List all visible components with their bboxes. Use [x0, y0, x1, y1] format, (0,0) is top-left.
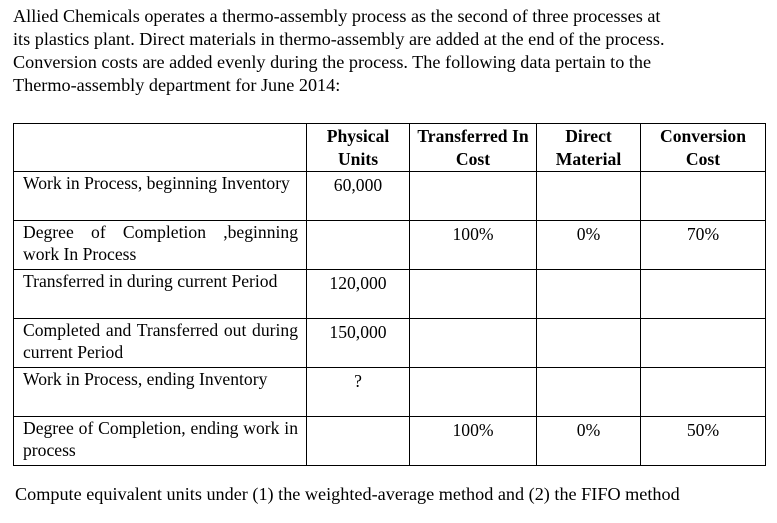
- table-row: [14, 368, 766, 417]
- row-label: Degree of Completion, ending work in process: [14, 417, 307, 466]
- header-conversion-cost: Conversion Cost: [641, 124, 766, 172]
- header-transferred-in-cost: Transferred In Cost: [410, 124, 537, 172]
- cell-direct-material: [537, 368, 641, 417]
- cell-direct-material: 0%: [537, 221, 641, 270]
- cell-conversion-cost: [641, 172, 766, 221]
- table-row: [14, 319, 766, 368]
- cell-transferred-in-cost: 100%: [410, 221, 537, 270]
- row-label: Work in Process, beginning Inventory: [14, 172, 307, 221]
- cell-physical-units: 120,000: [307, 270, 410, 319]
- header-direct-material: Direct Material: [537, 124, 641, 172]
- cell-conversion-cost: 50%: [641, 417, 766, 466]
- problem-statement-line: its plastics plant. Direct materials in thermo-assembly are added at the end of the process.: [13, 29, 665, 49]
- cell-physical-units: [307, 417, 410, 466]
- cell-conversion-cost: [641, 368, 766, 417]
- table-row: [14, 270, 766, 319]
- row-label: Completed and Transferred out during current Period: [14, 319, 307, 368]
- cell-conversion-cost: [641, 270, 766, 319]
- row-label: Work in Process, ending Inventory: [14, 368, 307, 417]
- cell-conversion-cost: [641, 319, 766, 368]
- problem-statement: [13, 5, 763, 97]
- cell-physical-units: ?: [307, 368, 410, 417]
- row-label: Degree of Completion ,beginning work In Process: [14, 221, 307, 270]
- cell-physical-units: 150,000: [307, 319, 410, 368]
- header-physical-units: Physical Units: [307, 124, 410, 172]
- cell-transferred-in-cost: [410, 172, 537, 221]
- problem-statement-line: Conversion costs are added evenly during the process. The following data pertain to the: [13, 52, 652, 72]
- cell-transferred-in-cost: [410, 270, 537, 319]
- problem-statement-line: Thermo-assembly department for June 2014:: [13, 75, 341, 95]
- cell-physical-units: 60,000: [307, 172, 410, 221]
- table-row: [14, 172, 766, 221]
- cell-conversion-cost: 70%: [641, 221, 766, 270]
- problem-statement-line: Allied Chemicals operates a thermo-assembly process as the second of three processes at: [13, 6, 661, 26]
- cell-direct-material: [537, 270, 641, 319]
- cell-direct-material: [537, 319, 641, 368]
- table-row: [14, 221, 766, 270]
- question-text: Compute equivalent units under (1) the weighted-average method and (2) the FIFO method: [15, 484, 680, 504]
- cell-transferred-in-cost: [410, 368, 537, 417]
- row-label: Transferred in during current Period: [14, 270, 307, 319]
- process-data-table: [13, 123, 766, 466]
- cell-transferred-in-cost: 100%: [410, 417, 537, 466]
- cell-transferred-in-cost: [410, 319, 537, 368]
- header-label-column: [14, 124, 307, 172]
- cell-direct-material: 0%: [537, 417, 641, 466]
- cell-physical-units: [307, 221, 410, 270]
- table-row: [14, 417, 766, 466]
- cell-direct-material: [537, 172, 641, 221]
- table-header-row: [14, 124, 766, 172]
